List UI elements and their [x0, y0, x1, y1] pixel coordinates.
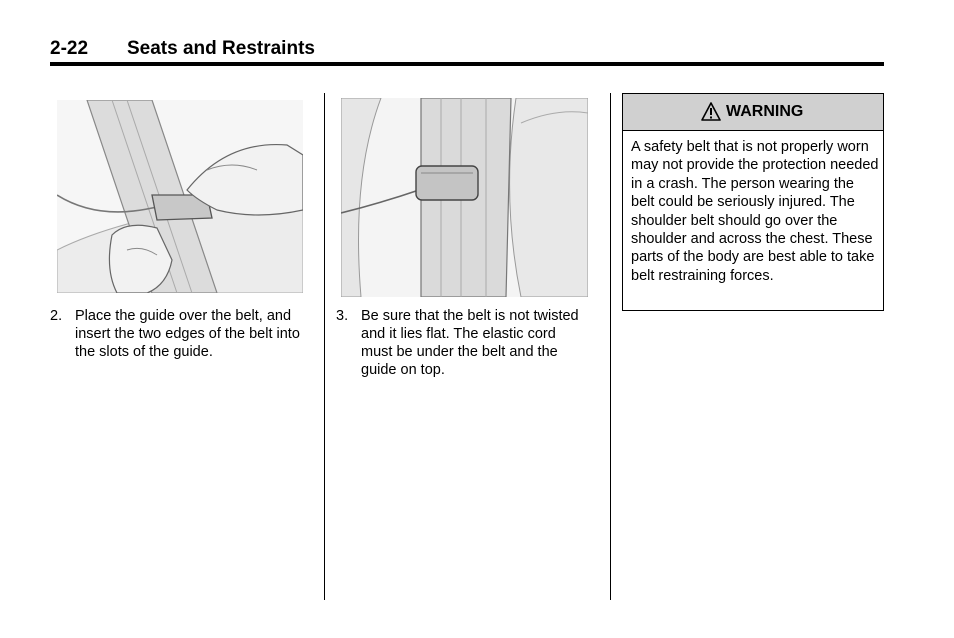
warning-title: WARNING — [726, 103, 804, 120]
column-divider-1 — [324, 93, 325, 600]
warning-box — [622, 93, 884, 311]
belt-flat-with-guide-illustration — [341, 98, 588, 297]
section-title: Seats and Restraints — [127, 38, 315, 59]
step-2 — [50, 307, 310, 367]
header-rule — [50, 62, 884, 66]
figure-belt-flat — [341, 98, 588, 297]
warning-header — [623, 94, 883, 131]
warning-triangle-icon — [701, 102, 721, 121]
page-number: 2-22 — [50, 38, 89, 59]
warning-text: A safety belt that is not properly worn may not provide the protection needed in a crash. The person wearing the belt could be seriously injured. The shoulder belt should go over the shoulder and across the chest. These parts of the body are best able to take belt restraining forces. — [631, 139, 879, 284]
page-header — [50, 38, 884, 64]
step-text: Be sure that the belt is not twisted and it lies flat. The elastic cord must be under the belt and the guide on top. — [361, 308, 579, 378]
figure-guide-insertion — [57, 100, 303, 293]
step-3 — [336, 307, 596, 387]
step-text: Place the guide over the belt, and insert the two edges of the belt into the slots of the guide. — [75, 308, 300, 360]
belt-guide-insertion-illustration — [57, 100, 303, 293]
step-number: 3. — [336, 308, 349, 324]
step-number: 2. — [50, 308, 63, 324]
column-divider-2 — [610, 93, 611, 600]
